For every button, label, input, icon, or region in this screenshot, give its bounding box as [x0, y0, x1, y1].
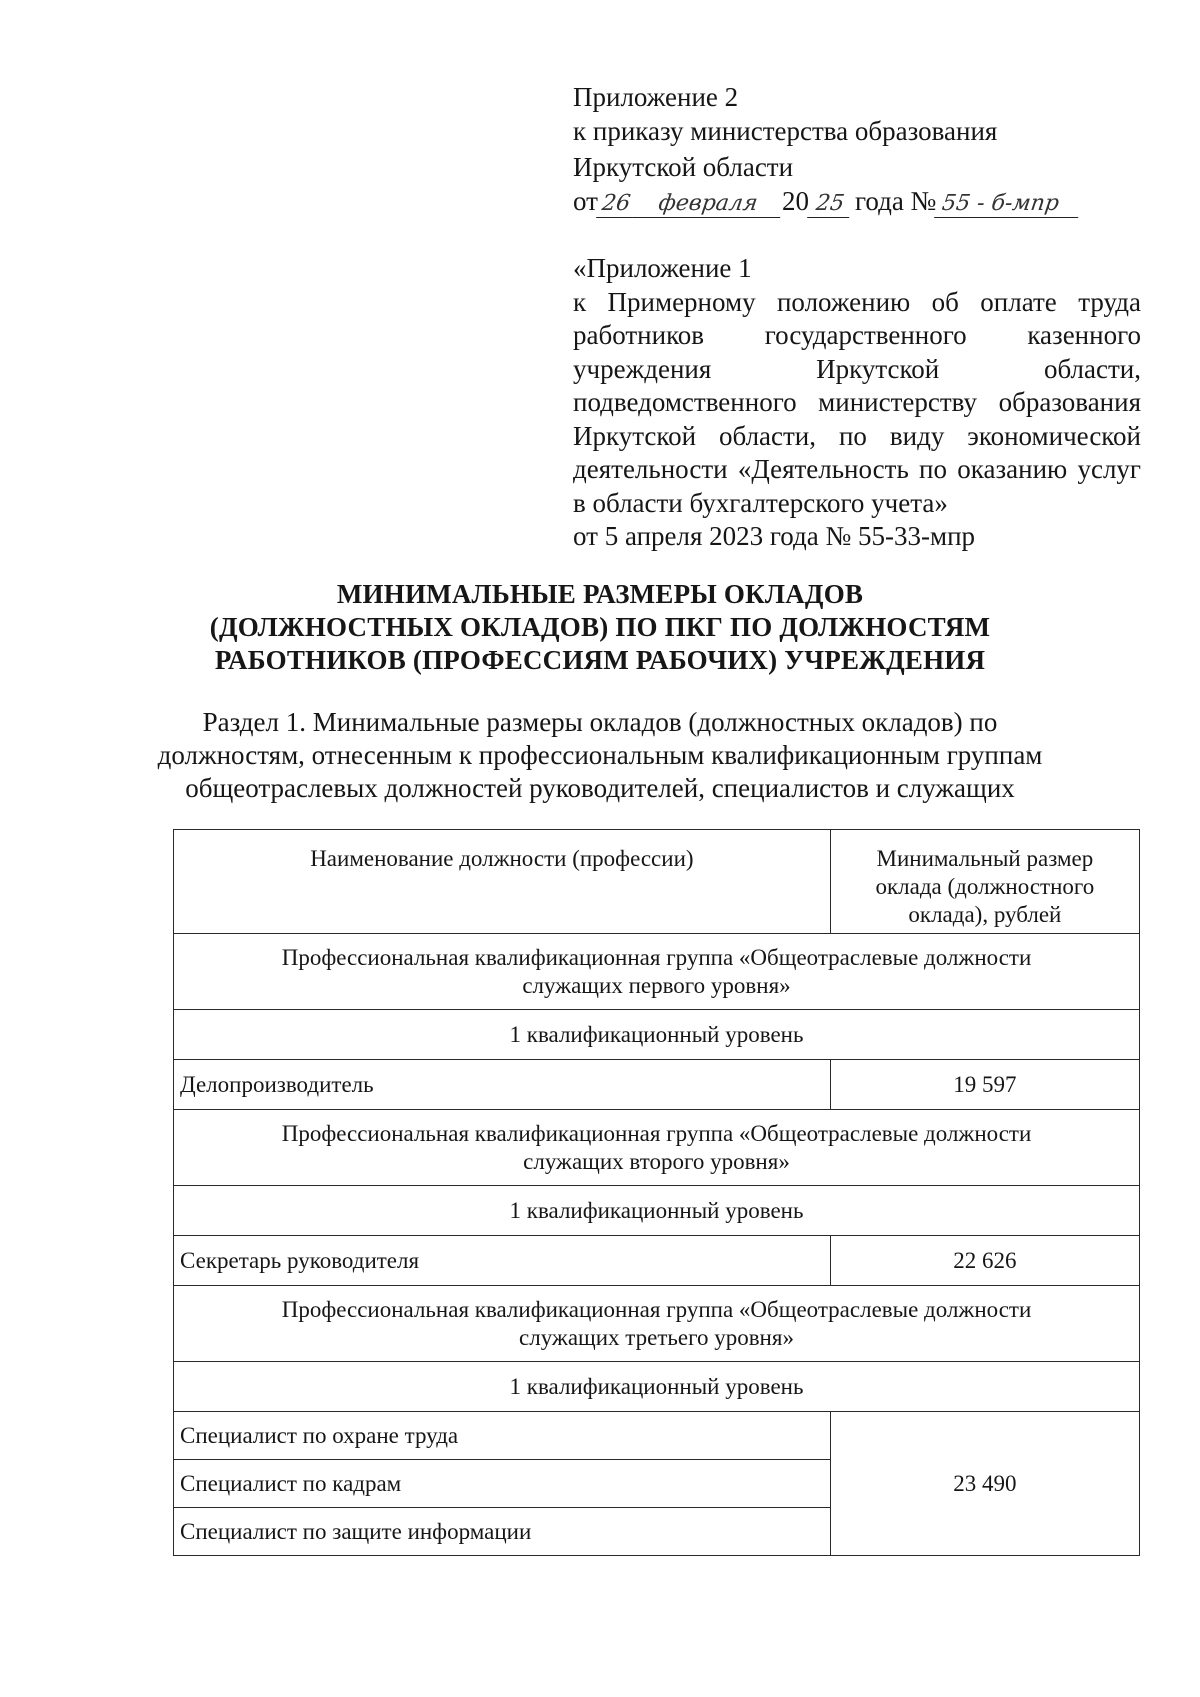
level-row	[174, 1186, 1140, 1236]
handwritten-day: 26	[596, 191, 636, 218]
title-line: МИНИМАЛЬНЫЕ РАЗМЕРЫ ОКЛАДОВ	[336, 579, 864, 609]
document-title	[0, 578, 1200, 677]
appendix-label: Приложение 2	[573, 82, 739, 112]
group-row	[174, 934, 1140, 1010]
level-row	[174, 1010, 1140, 1060]
salary-value: 19 597	[830, 1060, 1139, 1110]
group-title	[174, 1286, 1140, 1362]
reference-line: подведомственного министерству образования	[573, 387, 1141, 417]
qualification-level: 1 квалификационный уровень	[174, 1362, 1140, 1412]
title-line: РАБОТНИКОВ (ПРОФЕССИЯМ РАБОЧИХ) УЧРЕЖДЕНИЯ	[214, 645, 986, 675]
salary-value: 23 490	[830, 1412, 1139, 1556]
qualification-level: 1 квалификационный уровень	[174, 1186, 1140, 1236]
handwritten-year: 25	[807, 191, 853, 218]
reference-line: «Приложение 1	[573, 253, 752, 283]
position-name: Специалист по защите информации	[174, 1508, 831, 1556]
region-name: Иркутской области	[573, 152, 794, 182]
handwritten-month: февраля	[632, 191, 784, 218]
group-title-line: служащих второго уровня»	[523, 1148, 790, 1174]
group-row	[174, 1110, 1140, 1186]
position-name: Секретарь руководителя	[174, 1236, 831, 1286]
year-prefix: 20	[781, 186, 809, 216]
qualification-level: 1 квалификационный уровень	[174, 1010, 1140, 1060]
title-line: (ДОЛЖНОСТНЫХ ОКЛАДОВ) ПО ПКГ ПО ДОЛЖНОСТЯМ	[209, 612, 991, 642]
position-name: Специалист по охране труда	[174, 1412, 831, 1460]
header-min-salary-line: оклада (должностного	[875, 874, 1095, 899]
handwritten-order-number: 55 - б-мпр	[934, 191, 1082, 218]
section-line: общеотраслевых должностей руководителей, специалистов и служащих	[185, 773, 1015, 803]
reference-line: в области бухгалтерского учета»	[573, 487, 948, 518]
from-prefix: от	[573, 186, 598, 216]
table-row	[174, 1236, 1140, 1286]
group-title	[174, 1110, 1140, 1186]
group-title-line: Профессиональная квалификационная группа «Общеотраслевые должности	[281, 944, 1032, 970]
year-suffix: года №	[854, 186, 937, 216]
salary-table	[173, 829, 1140, 1556]
reference-line: работников государственного казенного	[573, 320, 1141, 350]
reference-line: к Примерному положению об оплате труда	[573, 286, 1141, 317]
salary-value: 22 626	[830, 1236, 1139, 1286]
header-min-salary	[830, 830, 1139, 934]
position-name: Специалист по кадрам	[174, 1460, 831, 1508]
order-date-line	[573, 186, 1080, 218]
group-title	[174, 934, 1140, 1010]
level-row	[174, 1362, 1140, 1412]
header-min-salary-line: оклада), рублей	[908, 902, 1062, 927]
group-title-line: Профессиональная квалификационная группа «Общеотраслевые должности	[281, 1120, 1032, 1146]
header-position-name: Наименование должности (профессии)	[174, 830, 831, 934]
header-min-salary-line: Минимальный размер	[876, 846, 1094, 871]
table-row	[174, 1412, 1140, 1460]
reference-line: Иркутской области, по виду экономической	[573, 420, 1141, 451]
reference-line: от 5 апреля 2023 года № 55-33-мпр	[573, 521, 976, 551]
order-reference: к приказу министерства образования	[573, 116, 998, 146]
table-header-row	[174, 830, 1140, 934]
group-title-line: Профессиональная квалификационная группа «Общеотраслевые должности	[281, 1296, 1032, 1322]
reference-line: учреждения Иркутской области,	[573, 353, 1141, 384]
group-title-line: служащих первого уровня»	[522, 972, 791, 998]
section-heading	[0, 706, 1200, 805]
section-line: должностям, отнесенным к профессиональным квалификационным группам	[157, 740, 1043, 770]
group-title-line: служащих третьего уровня»	[519, 1324, 794, 1350]
section-line: Раздел 1. Минимальные размеры окладов (должностных окладов) по	[202, 707, 998, 737]
reference-block	[573, 252, 1141, 554]
position-name: Делопроизводитель	[174, 1060, 831, 1110]
table-row	[174, 1060, 1140, 1110]
reference-line: деятельности «Деятельность по оказанию услуг	[573, 454, 1141, 484]
group-row	[174, 1286, 1140, 1362]
